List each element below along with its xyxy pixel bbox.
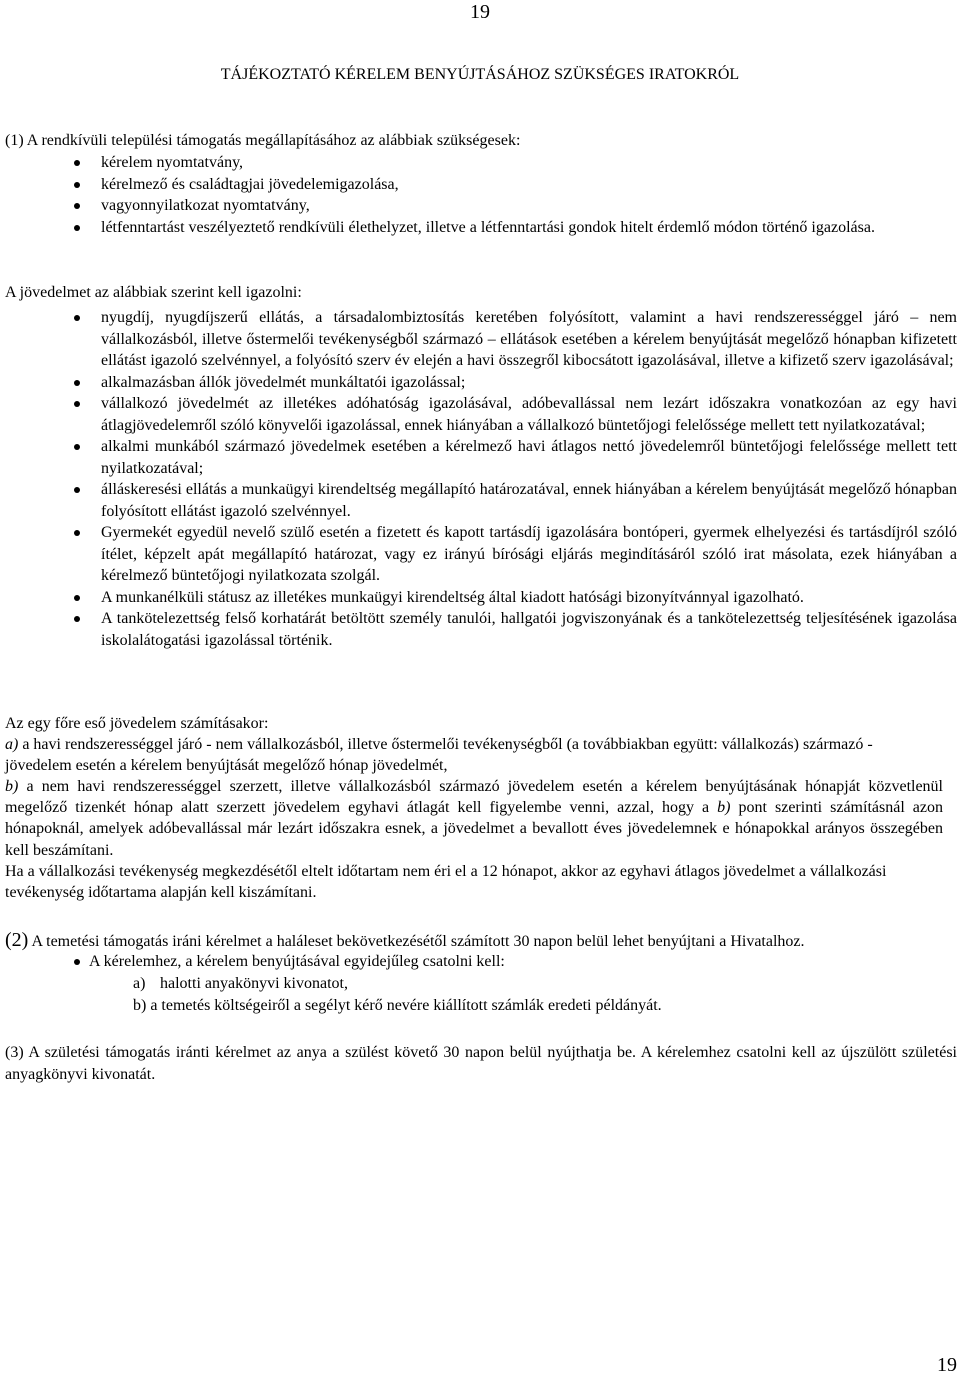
bullet-icon (74, 380, 80, 386)
point-a-text: a havi rendszerességgel járó - nem vállalkozásból, illetve őstermelői tevékenységből (a továbbiakban együtt: vállalkozás) származó - jövedelem esetén a kérelem benyújtását megelőző hónap jövedelmét, (5, 736, 873, 775)
list-item-text: A tankötelezettség felső korhatárát betöltött személy tanulói, hallgatói jogviszonyának és a tankötelezettség teljesítésének igazolása iskolalátogatási igazolással történik. (101, 610, 957, 649)
page-number-bottom: 19 (937, 1354, 957, 1376)
bullet-icon (74, 959, 80, 965)
section2-text: A temetési támogatás iráni kérelmet a haláleset bekövetkezésétől számított 30 napon belül lehet benyújtani a Hivatalhoz. (31, 933, 805, 950)
section1-intro: (1) A rendkívüli települési támogatás megállapításához az alábbiak szükségesek: (5, 132, 521, 149)
point-b-text-part2: pont szerinti számításnál azon hónapoknál, amelyek adóbevallással már lezárt időszakra esnek, a jövedelmet a bevallott éves jövedelemnek e hónapokkal arányos összegében kell beszámítani. (5, 799, 943, 859)
list-item (101, 436, 957, 479)
point-b-text-part1: a nem havi rendszerességgel szerzett, illetve vállalkozásból származó jövedelem esetén a kérelem benyújtásának hónapját közvetlenül megelőző tizenkét hónap alatt szerzett jövedelem egyhavi átlagát kell figyelembe venni, azzal, hogy a (5, 778, 944, 817)
section2-sub-item-b (133, 995, 957, 1017)
calculation-closing: Ha a vállalkozási tevékenység megkezdésétől eltelt időtartam nem éri el a 12 hónapot, akkor az egyhavi átlagos jövedelmet a vállalkozási tevékenység időtartama alapján kell kiszámítani. (5, 862, 887, 901)
list-item-text: alkalmazásban állók jövedelmét munkáltatói igazolással; (101, 373, 466, 391)
page-number-top: 19 (470, 1, 490, 23)
page-title: TÁJÉKOZTATÓ KÉRELEM BENYÚJTÁSÁHOZ SZÜKSÉGES IRATOKRÓL (220, 66, 740, 83)
list-item-text: létfenntartást veszélyeztető rendkívüli élethelyzet, illetve a létfenntartási gondok hitelt érdemlő módon történő igazolása. (101, 218, 875, 236)
section2-attachment-list (89, 951, 957, 973)
list-item-text: vállalkozó jövedelmét az illetékes adóhatóság igazolásával, adóbevallással nem lezárt időszakra vonatkozóan az egy havi átlagjövedelemről szóló könyvelői igazolással, ennek hiányában a vállalkozó büntetőjogi felelőssége mellett tett nyilatkozatával; (101, 395, 957, 434)
section2-number: (2) (5, 929, 29, 951)
sub-item-text: a temetés költségeiről a segélyt kérő nevére kiállított számlák eredeti példányát. (150, 997, 662, 1014)
section1-required-documents-list (101, 152, 957, 238)
list-item-text: álláskeresési ellátás a munkaügyi kirendeltség megállapító határozatával, ennek hiányában a kérelem benyújtását megelőző hónapban folyósított ellátást igazoló szelvénnyel. (101, 481, 957, 520)
bullet-icon (74, 487, 80, 493)
list-item-text: vagyonnyilatkozat nyomtatvány, (101, 197, 310, 214)
list-item (101, 217, 957, 239)
bullet-icon (74, 182, 80, 188)
list-item-text: A munkanélküli státusz az illetékes munkaügyi kirendeltség által kiadott hatósági bizonyítvánnyal igazolható. (101, 588, 804, 606)
bullet-icon (74, 203, 80, 209)
section2-sub-item-a (133, 973, 957, 995)
bullet-icon (74, 315, 80, 321)
sub-item-text: halotti anyakönyvi kivonatot, (160, 975, 348, 992)
list-item (101, 307, 957, 372)
point-b-reference: b) (717, 799, 731, 817)
income-intro: A jövedelmet az alábbiak szerint kell igazolni: (5, 284, 302, 301)
bullet-icon (74, 530, 80, 536)
list-item (101, 372, 957, 394)
calculation-intro: Az egy főre eső jövedelem számításakor: (5, 715, 269, 732)
list-item (101, 174, 957, 196)
point-b-label: b) (5, 778, 19, 796)
section3-paragraph: (3) A születési támogatás iránti kérelmet az anya a szülést követő 30 napon belül nyújthatja be. A kérelemhez csatolni kell az újszülött születési anyagkönyvi kivonatát. (5, 1044, 957, 1083)
bullet-icon (74, 401, 80, 407)
list-item-text: kérelem nyomtatvány, (101, 154, 244, 171)
list-item (101, 479, 957, 522)
sub-item-label: b) (133, 997, 147, 1014)
calculation-point-a (5, 734, 943, 776)
calculation-point-b (5, 776, 943, 860)
bullet-icon (74, 225, 80, 231)
list-item (101, 393, 957, 436)
list-item (101, 587, 957, 609)
income-proof-list (101, 307, 957, 651)
list-item-text: nyugdíj, nyugdíjszerű ellátás, a társadalombiztosítás keretében folyósított, valamint a havi rendszerességgel járó – nem vállalkozásból, illetve őstermelői tevékenységből származó – ellátások esetében a kérelem benyújtását megelőző hónapban kifizetett ellátást igazoló szelvénnyel, a folyósító szerv év elején a havi összegről kibocsátott igazolásával, illetve a kifizető szerv igazolásával; (101, 309, 957, 369)
list-item-text: Gyermekét egyedül nevelő szülő esetén a fizetett és kapott tartásdíj igazolására bontóperi, gyermek elhelyezési és tartásdíjról szóló ítélet, képzelt apát megállapító határozat, vagy ez irányú bírósági eljárás megindításáról szóló irat másolata, ezek hiányában a kérelmező büntetőjogi nyilatkozata szolgál. (101, 524, 957, 584)
bullet-icon (74, 160, 80, 166)
list-item-text: kérelmező és családtagjai jövedelemigazolása, (101, 175, 399, 193)
list-item (89, 951, 957, 973)
list-item (101, 152, 957, 174)
sub-item-label: a) (133, 975, 146, 992)
list-item-text: alkalmi munkából származó jövedelmek esetében a kérelmező havi átlagos nettó jövedelemről büntetőjogi felelőssége mellett tett nyilatkozatával; (101, 438, 957, 477)
bullet-icon (74, 444, 80, 450)
list-item-text: A kérelemhez, a kérelem benyújtásával egyidejűleg csatolni kell: (89, 953, 505, 970)
bullet-icon (74, 616, 80, 622)
bullet-icon (74, 595, 80, 601)
list-item (101, 608, 957, 651)
list-item (101, 522, 957, 587)
list-item (101, 195, 957, 217)
income-calculation-block (5, 713, 943, 903)
point-a-label: a) (5, 736, 19, 754)
